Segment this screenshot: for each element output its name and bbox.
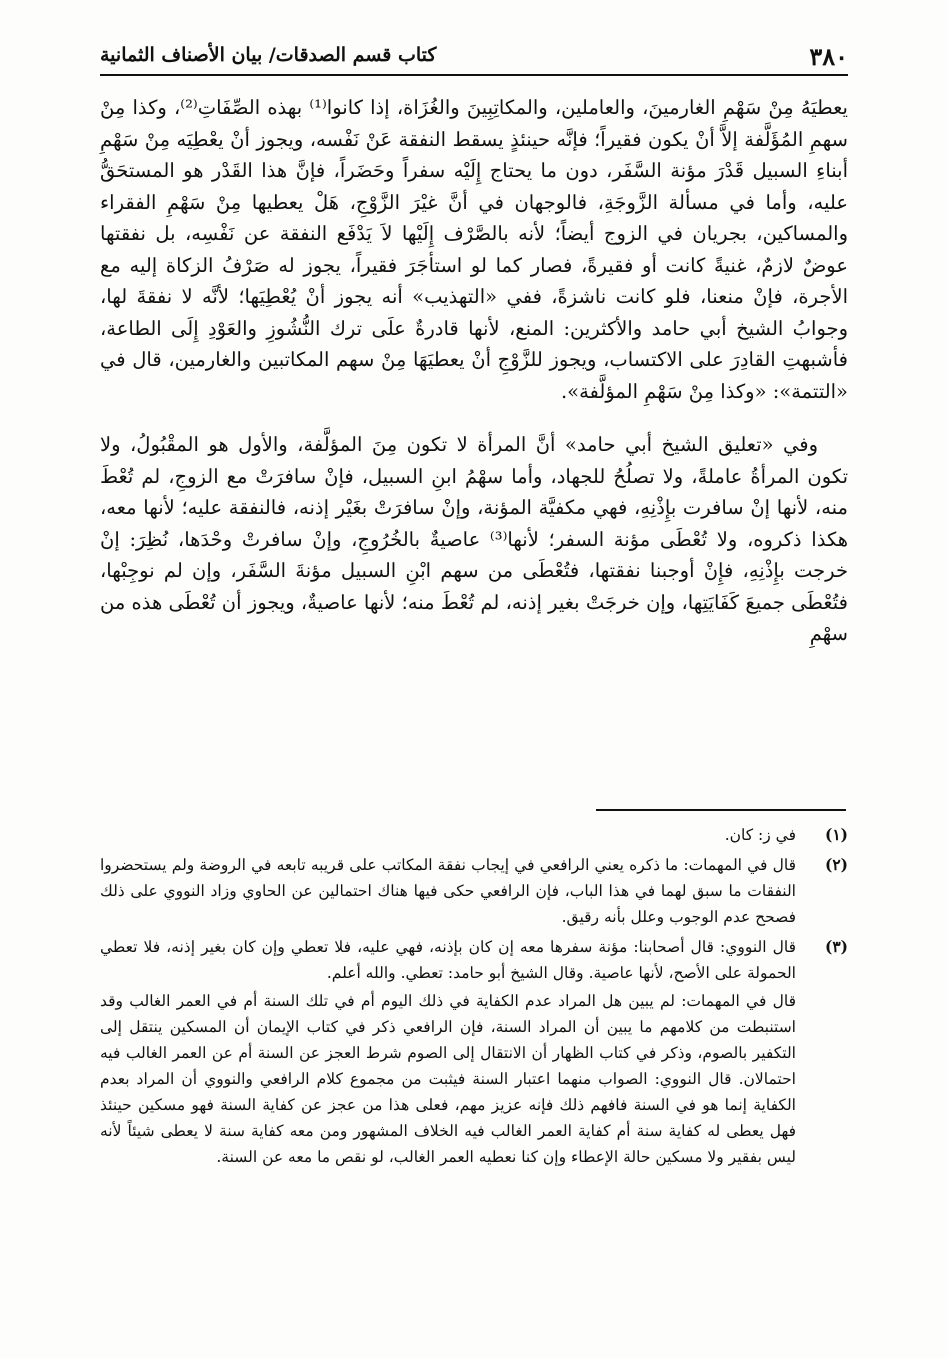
- footnote-number: (٣): [824, 937, 848, 956]
- footnote-text: في ز: كان.: [724, 826, 796, 844]
- footnote-text: قال في المهمات: ما ذكره يعني الرافعي في إيجاب نفقة المكاتب على قريبه تابعه في الروضة ولم يستحضروا النفقات ما سبق لهما في هذا الباب، فإن الرافعي حكى فيها هناك احتمالين عن الحاوي وزاد النووي على ذلك فصحح عدم الوجوب وعلل بأنه رقيق.: [100, 856, 796, 926]
- paragraph-1: يعطيَهُ مِنْ سَهْمِ الغارمينَ، والعاملين، والمكاتِبِينَ والغُزَاة، إذا كانوا⁽¹⁾ بهذه الصِّفَاتِ⁽²⁾، وكذا مِنْ سهمِ المُؤَلَّفة إلاَّ أنْ يكون فقيراً؛ فإنَّه حينئذٍ يسقط النفقة عَنْ نَفْسه، ويجوز أنْ يعْطِيَه مِنْ سَهْمِ أبناءِ السبيل قَدْرَ مؤنة السَّفَر، دون ما يحتاج إِلَيْه سفراً وحَضَراً، فإنَّ هذا القَدْر هو المستحَقُّ عليه، وأما في مسألة الزَّوجَةِ، فالوجهان في أنَّ غيْرَ الزَّوْجِ، هَلْ يعطيها مِنْ سَهْمِ الفقراء والمساكين، بجريان في الزوج أيضاً؛ لأنه بالصَّرْف إِلَيْها لاَ يَدْفَع النفقة عن نَفْسِه، بل نفقتها عوضٌ لازمٌ، غنيةً كانت أو فقيرةً، فصار كما لو استأجَرَ فقيراً، يجوز له صَرْفُ الزكاة إليه مع الأجرة، فإنْ منعنا، فلو كانت ناشزةً، ففي «التهذيب» أنه يجوز أنْ يُعْطِيَها؛ لأنَّه لا نفقةَ لها، وجوابُ الشيخ أبي حامد والأكثرين: المنع، لأنها قادرةٌ علَى ترك النُّشُوزِ والعَوْدِ إِلَى الطاعة، فأشبهتِ القادِرَ على الاكتساب، ويجوز للزَّوْجِ أنْ يعطيَهَا مِنْ سهم المكاتبين والغارمين، قال في «التتمة»: «وكذا مِنْ سَهْمِ المؤلَّفة».: [100, 96, 848, 403]
- running-title: كتاب قسم الصدقات/ بيان الأصناف الثمانية: [100, 44, 437, 66]
- page-number: ٣٨٠: [809, 42, 848, 71]
- footnote-3: [100, 934, 848, 1170]
- footnote-divider: [596, 809, 846, 811]
- footnote-2: [100, 852, 848, 930]
- footnote-text-continued: قال في المهمات: لم يبين هل المراد عدم الكفاية في ذلك اليوم أم في تلك السنة أم في العمر الغالب وقد استنبطت من كلامهم ما يبين أن المراد السنة، فإن الرافعي ذكر في كتاب الإيمان أن المسكين ينتقل إلى التكفير بالصوم، وذكر في كتاب الظهار أن الانتقال إلى الصوم شرط العجز عن السنة أم عن العمر الغالب فيه احتمالان. قال النووي: الصواب منهما اعتبار السنة فيثبت من مجموع كلام الرافعي والنووي أن المراد بعدم الكفاية إنما هو في السنة فافهم ذلك فإنه عزيز مهم، فعلى هذا من عجز عن كفاية السنة فهو مسكين حينئذ فهل يعطى له كفاية سنة أم كفاية العمر الغالب فيه الخلاف المشهور ومن معه كفاية سنة لا يعطى شيئاً لأنه ليس بفقير ولا مسكين حالة الإعطاء وإن كنا نعطيه العمر الغالب، لو نقص ما معه عن السنة.: [100, 992, 796, 1166]
- paragraph-gap: [100, 407, 848, 429]
- footnote-number: (٢): [824, 855, 848, 874]
- footnote-1: [100, 822, 848, 848]
- footnotes: [100, 822, 848, 1174]
- footnote-number: (١): [824, 825, 848, 844]
- footnote-text: قال النووي: قال أصحابنا: مؤنة سفرها معه إن كان بإذنه، فهي عليه، فلا تعطي وإن كان بغير إذنه، فلا تعطي الحمولة على الأصح، لأنها عاصية. وقال الشيخ أبو حامد: تعطي. والله أعلم.: [100, 938, 796, 982]
- main-text: [100, 92, 848, 650]
- paragraph-2: وفي «تعليق الشيخ أبي حامد» أنَّ المرأة لا تكون مِنَ المؤلَّفة، والأول هو المقْبُولُ، ولا تكون المرأةُ عاملةً، ولا تصلُحُ للجهاد، وأما سهْمُ ابنِ السبيل، فإنْ سافرَتْ مع الزوجِ، لم تُعْطَ منه، لأنها إنْ سافرت بإِذْنِهِ، فهي مكفيَّة المؤنة، وإنْ سافرَتْ بغَيْر إذنه، فالنفقة عليه؛ لأنها معه، هكذا ذكروه، ولا تُعْطَى مؤنة السفر؛ لأنها⁽³⁾ عاصيةٌ بالخُرُوجِ، وإنْ سافرتْ وحْدَها، نُظِرَ: إنْ خرجت بإِذْنِهِ، فإِنْ أوجبنا نفقتها، فتُعْطَى من سهم ابْنِ السبيل مؤنةَ السَّفَر، وإن لم نوجِبْها، فتُعْطَى جميعَ كَفَايَتِها، وإن خرجَتْ بغير إذنه، لم تُعْطَ منه؛ لأنها عاصيةٌ، ويجوز أن تُعْطَى هذه من سهْمِ: [100, 433, 849, 645]
- page-header: [100, 40, 848, 76]
